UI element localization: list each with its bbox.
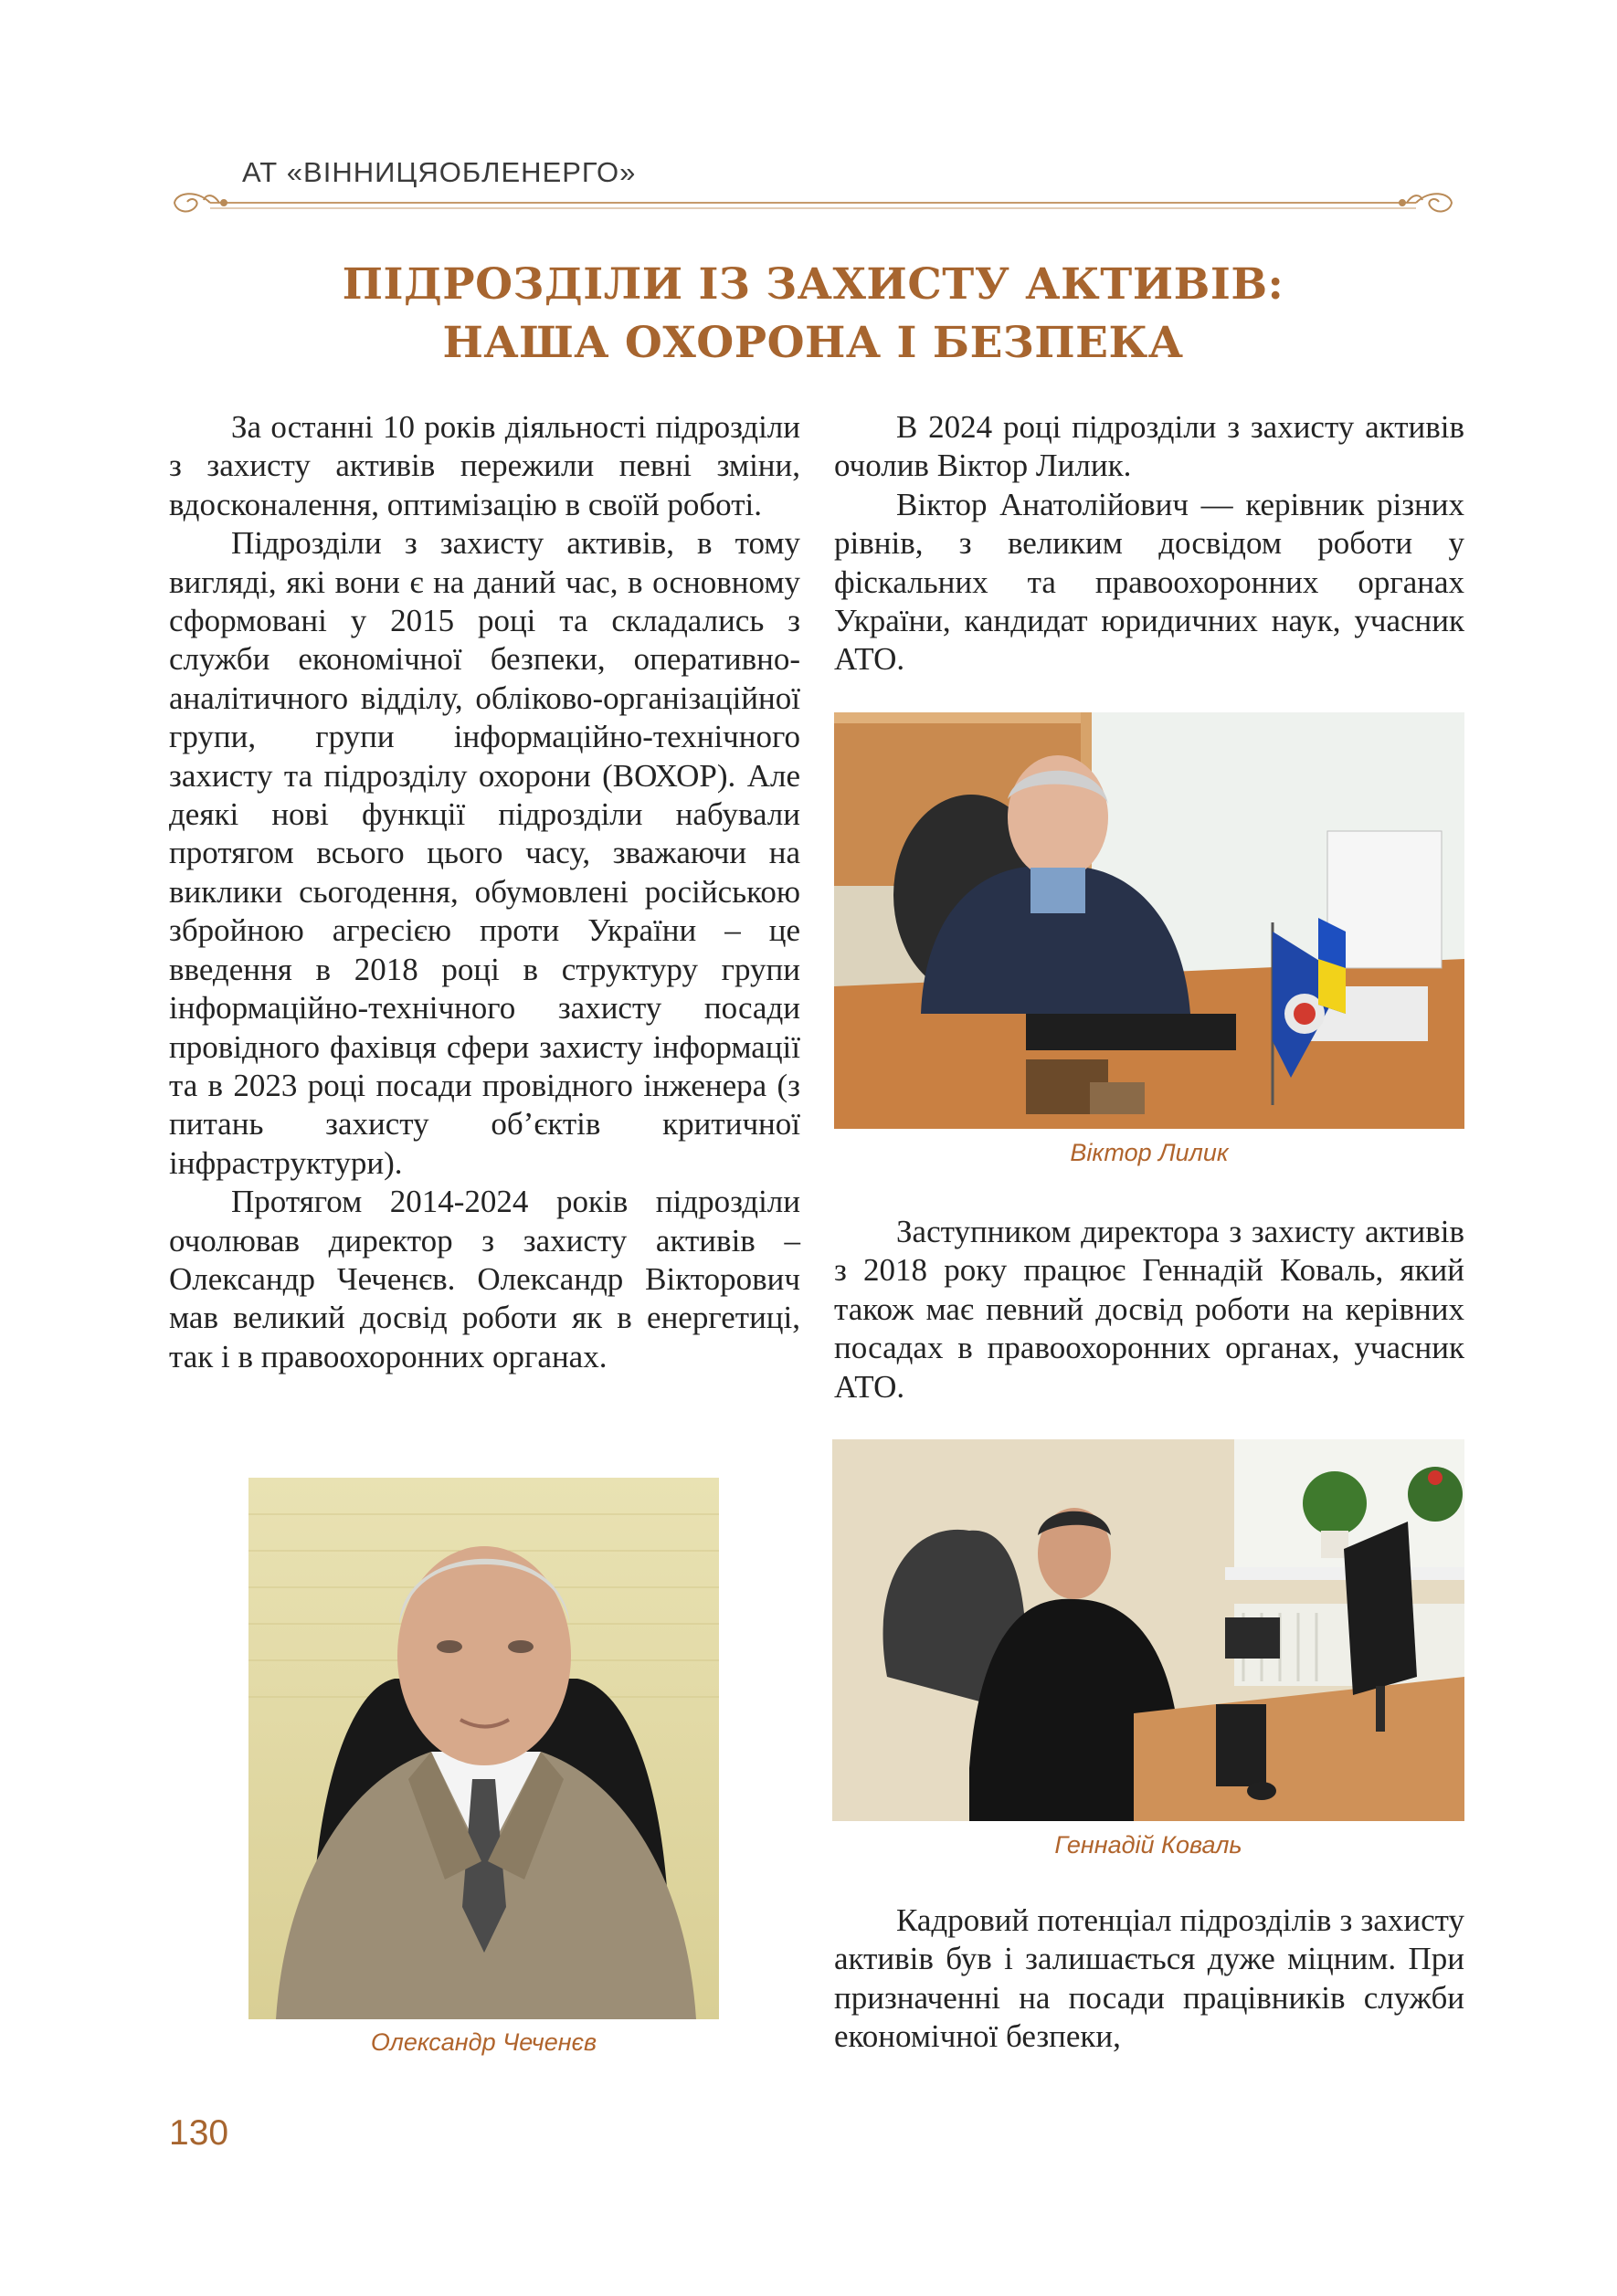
right-column-text-middle (834, 1213, 1464, 1406)
paragraph: В 2024 році підрозділи з захисту активів очолив Віктор Лилик. (834, 409, 1464, 484)
right-column-text-top (834, 408, 1464, 679)
paragraph: Кадровий потенціал підрозділів з захисту активів був і залишається дуже міцним. При призначенні на посади працівників служби економічної безпеки, (834, 1902, 1464, 2055)
header-ornament-rule (169, 187, 1457, 219)
article-title-line-2: НАША ОХОРОНА І БЕЗПЕКА (442, 318, 1184, 368)
photo-hennadii-koval (832, 1439, 1464, 1821)
paragraph: Підрозділи з захисту активів, в тому вигляді, які вони є на даний час, в основному сформовані у 2015 році та складались з служби економічної безпеки, оперативно-аналітичного відділу, обліково-організаційної групи, групи інформаційно-технічного захисту та підрозділу охорони (ВОХОР). Але деякі нові функції підрозділи набували протягом всього цього часу, зважаючи на виклики сьогодення, обумовлені російською збройною агресією проти України – це введення в 2018 році в структуру групи інформаційно-технічного захисту посади провідного фахівця сфери захисту інформації та в 2023 році посади провідного інженера (з питань захисту об’єктів критичної інфраструктури). (169, 525, 800, 1181)
photo-oleksandr-chechenev (248, 1478, 719, 2019)
right-column-text-bottom (834, 1901, 1464, 2057)
page-number: 130 (169, 2113, 229, 2153)
paragraph: За останні 10 років діяльності підрозділи з захисту активів пережили певні зміни, вдосконалення, оптимізацію в своїй роботі. (169, 409, 800, 522)
photo-caption-hennadii-koval: Геннадій Коваль (1054, 1831, 1242, 1859)
photo-viktor-lylyk (834, 712, 1464, 1129)
article-title (169, 256, 1457, 373)
paragraph: Заступником директора з захисту активів з 2018 року працює Геннадій Коваль, який також має певний досвід роботи на керівних посадах в правоохоронних органах, учасник АТО. (834, 1214, 1464, 1405)
article-title-line-1: ПІДРОЗДІЛИ ІЗ ЗАХИСТУ АКТИВІВ: (342, 259, 1284, 310)
running-header-title: АТ «ВІННИЦЯОБЛЕНЕРГО» (242, 156, 637, 188)
photo-caption-viktor-lylyk: Віктор Лилик (1070, 1139, 1229, 1166)
left-column-text (169, 408, 800, 1376)
paragraph: Протягом 2014-2024 років підрозділи очолював директор з захисту активів – Олександр Чеченєв. Олександр Вікторович мав великий досвід роботи як в енергетиці, так і в правоохоронних органах. (169, 1184, 800, 1374)
photo-caption-oleksandr-chechenev: Олександр Чеченєв (370, 2028, 597, 2056)
paragraph: Віктор Анатолійович — керівник різних рівнів, з великим досвідом роботи у фіскальних та правоохоронних органах України, кандидат юридичних наук, учасник АТО. (834, 486, 1464, 678)
